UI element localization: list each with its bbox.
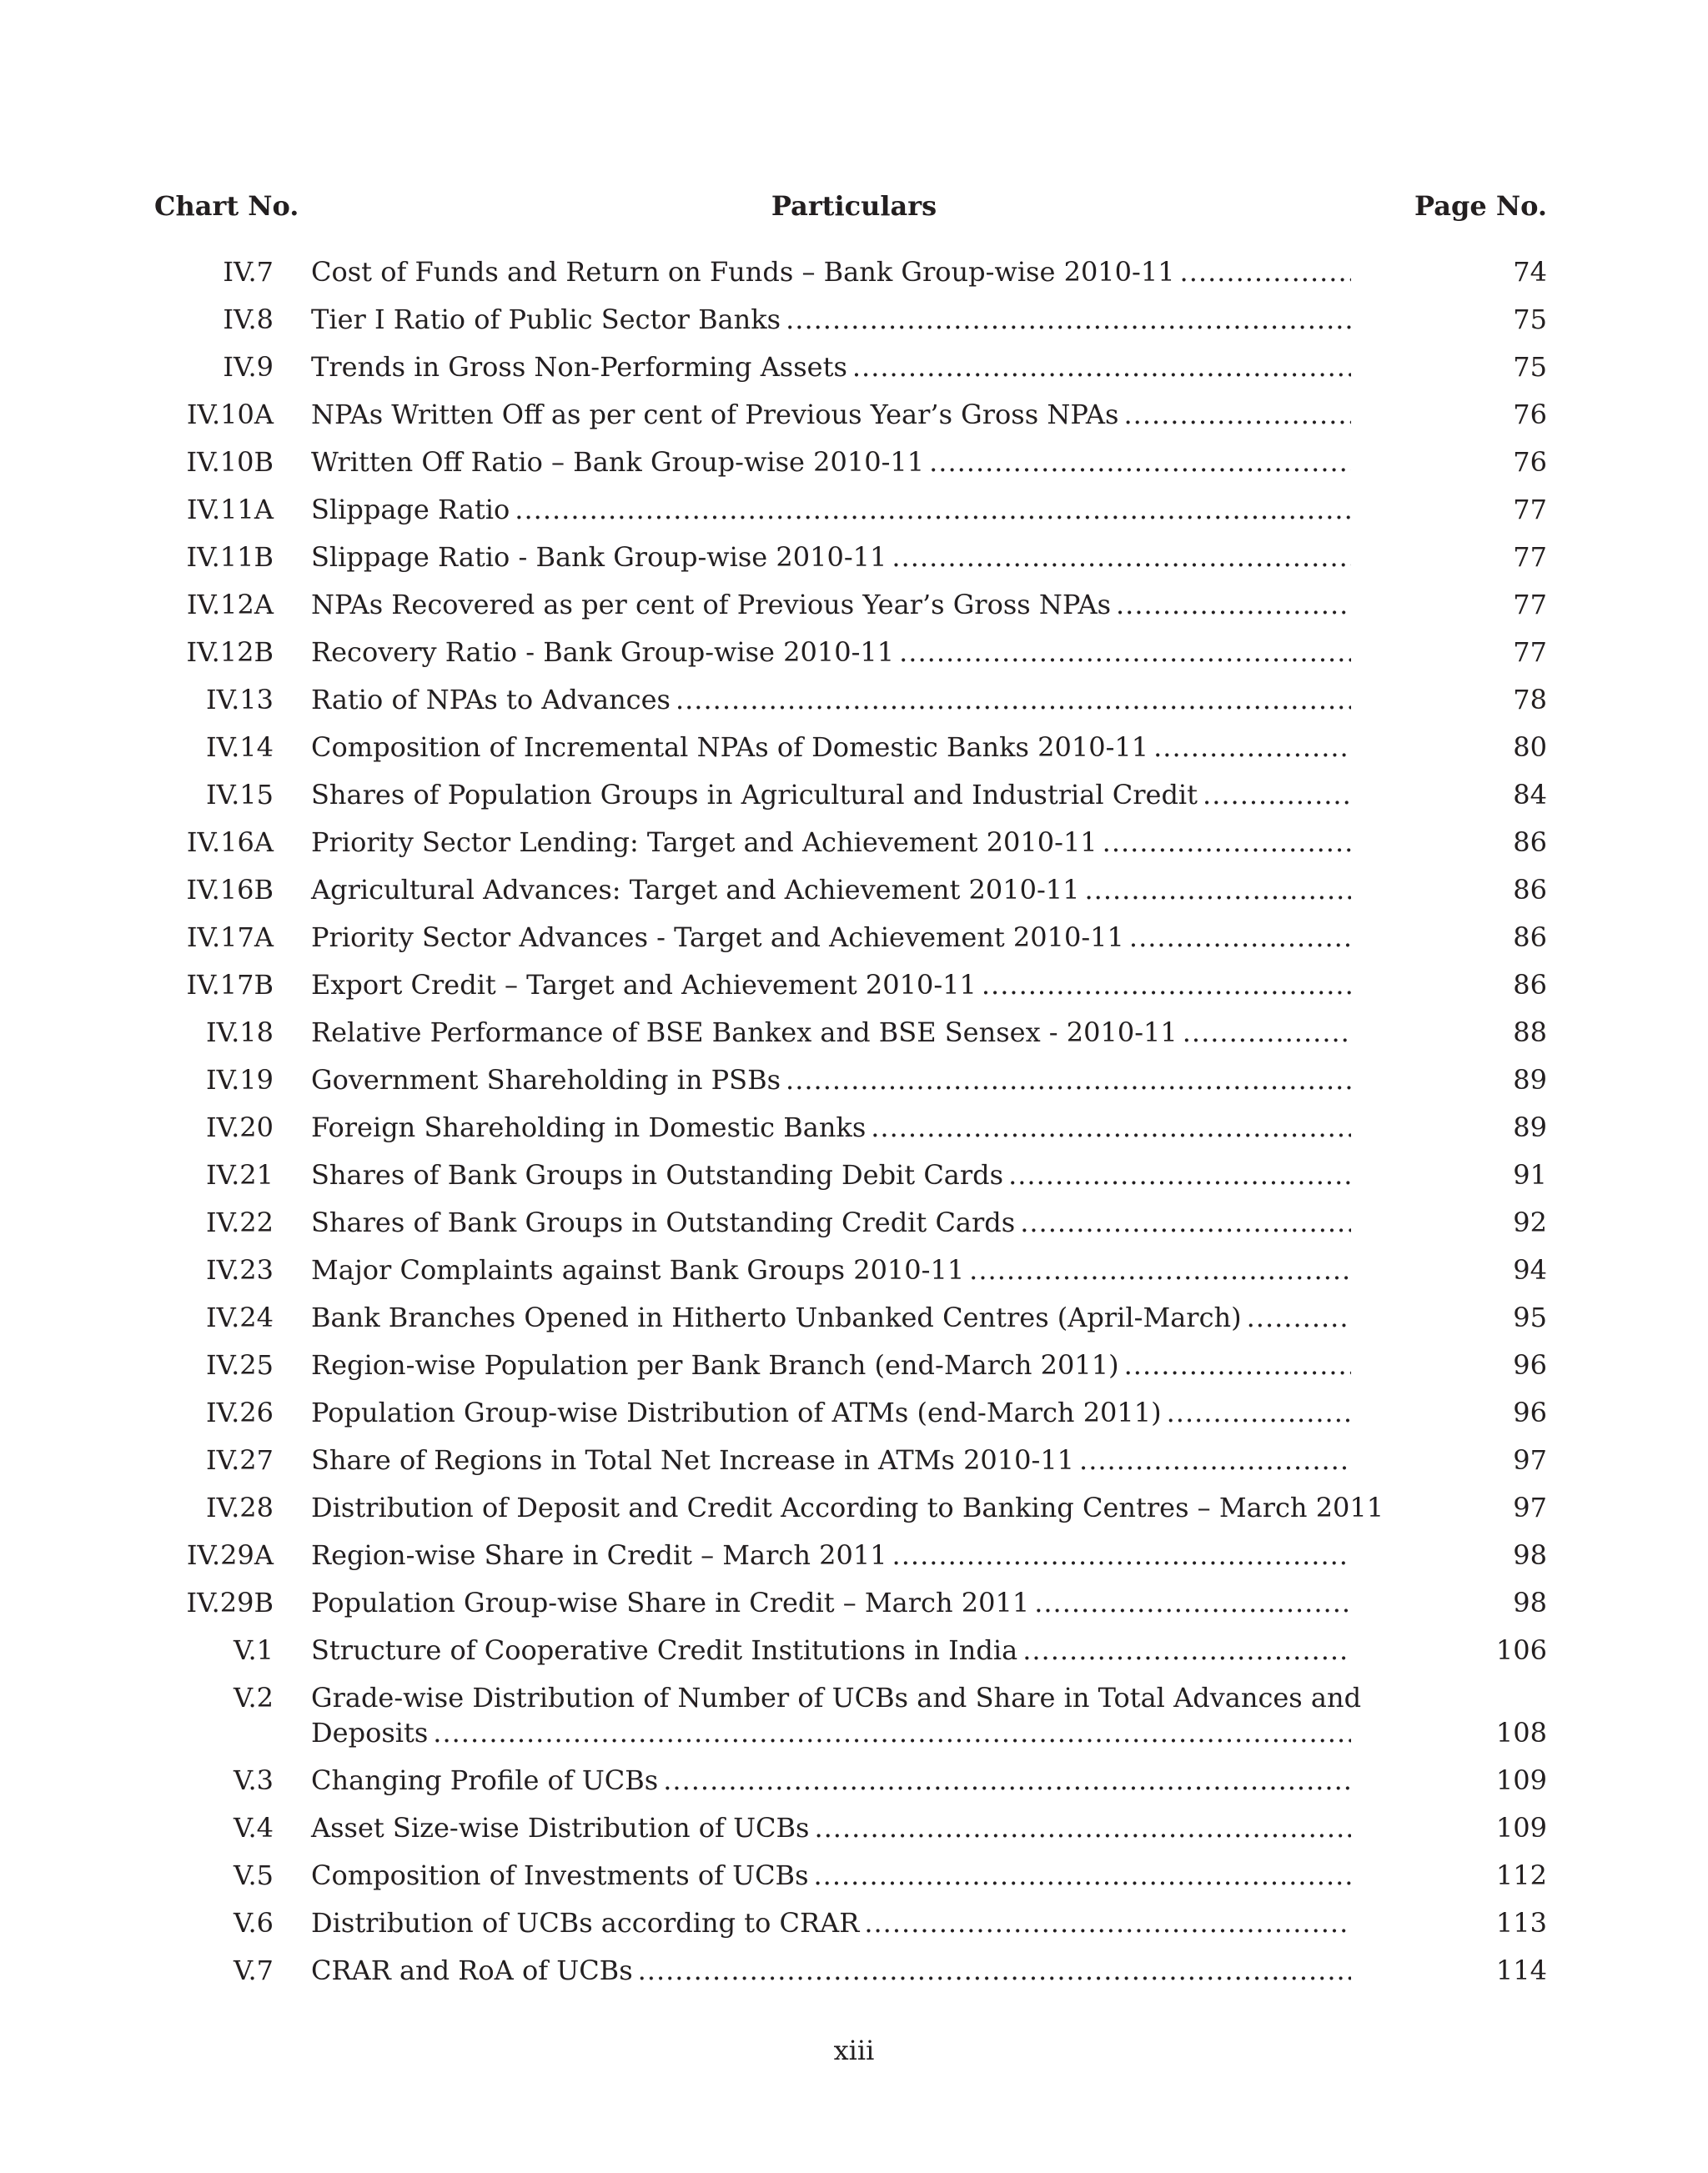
page-ref: 96 bbox=[1513, 1397, 1547, 1428]
toc-row bbox=[0, 397, 1708, 444]
page-ref: 77 bbox=[1513, 589, 1547, 620]
entry-title: Composition of Investments of UCBs bbox=[311, 1859, 809, 1891]
chart-number: V.1 bbox=[233, 1634, 274, 1666]
dot-leader bbox=[866, 1110, 1351, 1145]
page-ref: 86 bbox=[1513, 826, 1547, 858]
entry-title: Cost of Funds and Return on Funds – Bank Group-wise 2010-11 bbox=[311, 256, 1175, 288]
entry-title-block bbox=[311, 825, 1351, 860]
dot-leader bbox=[1178, 1015, 1351, 1050]
entry-title: Relative Performance of BSE Bankex and BSE Sensex - 2010-11 bbox=[311, 1016, 1178, 1048]
toc-row bbox=[0, 825, 1708, 872]
chart-number: IV.17B bbox=[186, 969, 274, 1001]
page-ref: 78 bbox=[1513, 684, 1547, 715]
entry-title: NPAs Recovered as per cent of Previous Year’s Gross NPAs bbox=[311, 589, 1111, 620]
page-ref: 94 bbox=[1513, 1254, 1547, 1286]
entry-title-block bbox=[311, 1205, 1351, 1240]
toc-row bbox=[0, 872, 1708, 920]
entry-title: Population Group-wise Share in Credit – March 2011 bbox=[311, 1587, 1030, 1618]
entry-title: Region-wise Share in Credit – March 2011 bbox=[311, 1539, 887, 1571]
toc-row bbox=[0, 1205, 1708, 1252]
entry-title: Slippage Ratio bbox=[311, 494, 510, 525]
toc-row bbox=[0, 1680, 1708, 1763]
page-ref: 89 bbox=[1513, 1112, 1547, 1143]
toc-row bbox=[0, 587, 1708, 635]
entry-title-block bbox=[311, 349, 1351, 384]
chart-number: IV.20 bbox=[205, 1112, 274, 1143]
toc-row bbox=[0, 1585, 1708, 1633]
entry-title-continuation: Deposits bbox=[311, 1717, 429, 1749]
dot-leader bbox=[1111, 587, 1351, 622]
entry-title-block bbox=[311, 920, 1351, 955]
toc-row bbox=[0, 254, 1708, 302]
page-ref: 75 bbox=[1513, 304, 1547, 335]
chart-number: IV.9 bbox=[223, 351, 274, 383]
entry-title: Distribution of Deposit and Credit According to Banking Centres – March 2011 bbox=[311, 1492, 1384, 1523]
toc-row bbox=[0, 1953, 1708, 2000]
page-ref: 114 bbox=[1495, 1955, 1547, 1986]
toc-row bbox=[0, 1300, 1708, 1347]
dot-leader bbox=[964, 1252, 1351, 1287]
entry-title-block bbox=[311, 302, 1351, 337]
entry-title: Structure of Cooperative Credit Institutions in India bbox=[311, 1634, 1018, 1666]
chart-number: IV.11A bbox=[186, 494, 274, 525]
dot-leader bbox=[671, 682, 1351, 717]
page-ref: 98 bbox=[1513, 1539, 1547, 1571]
chart-number: IV.25 bbox=[205, 1349, 274, 1381]
chart-number: IV.29A bbox=[186, 1539, 274, 1571]
page-ref: 97 bbox=[1513, 1444, 1547, 1476]
page-ref: 77 bbox=[1513, 541, 1547, 573]
dot-leader bbox=[924, 444, 1351, 479]
chart-number: IV.16B bbox=[186, 874, 274, 906]
entry-title-block bbox=[311, 682, 1351, 717]
entry-title: Asset Size-wise Distribution of UCBs bbox=[311, 1812, 810, 1844]
chart-number: IV.23 bbox=[205, 1254, 274, 1286]
dot-leader bbox=[781, 1062, 1351, 1097]
page-no-header: Page No. bbox=[1414, 190, 1547, 222]
toc-row bbox=[0, 967, 1708, 1015]
dot-leader bbox=[1175, 254, 1351, 289]
entry-title-block bbox=[311, 492, 1351, 527]
dot-leader bbox=[809, 1810, 1351, 1845]
dot-leader bbox=[510, 492, 1351, 527]
entry-title-block bbox=[311, 730, 1351, 765]
dot-leader bbox=[1074, 1443, 1351, 1478]
entry-title-block bbox=[311, 967, 1351, 1002]
entry-title: Written Off Ratio – Bank Group-wise 2010-11 bbox=[311, 446, 925, 478]
chart-number: V.3 bbox=[233, 1764, 274, 1796]
entry-title-block bbox=[311, 1763, 1351, 1798]
dot-leader bbox=[1003, 1157, 1351, 1192]
entry-title: Slippage Ratio - Bank Group-wise 2010-11 bbox=[311, 541, 887, 573]
entry-title-block bbox=[311, 1585, 1351, 1620]
entry-title: Agricultural Advances: Target and Achievement 2010-11 bbox=[311, 874, 1080, 906]
entry-title: Composition of Incremental NPAs of Domestic Banks 2010-11 bbox=[311, 731, 1149, 763]
entry-title: Region-wise Population per Bank Branch (end-March 2011) bbox=[311, 1349, 1119, 1381]
chart-number: IV.29B bbox=[186, 1587, 274, 1618]
toc-row bbox=[0, 730, 1708, 777]
entry-title-block bbox=[311, 1680, 1362, 1750]
toc-row bbox=[0, 302, 1708, 349]
entry-title-block bbox=[311, 1905, 1351, 1940]
toc-row bbox=[0, 777, 1708, 825]
dot-leader bbox=[633, 1953, 1351, 1988]
dot-leader bbox=[808, 1858, 1351, 1893]
entry-title: Bank Branches Opened in Hitherto Unbanked Centres (April-March) bbox=[311, 1302, 1242, 1333]
entry-title-block bbox=[311, 1858, 1351, 1893]
chart-number: IV.10B bbox=[186, 446, 274, 478]
entry-title: Tier I Ratio of Public Sector Banks bbox=[311, 304, 781, 335]
dot-leader bbox=[1384, 1490, 1389, 1525]
toc-row bbox=[0, 1763, 1708, 1810]
chart-number: IV.26 bbox=[205, 1397, 274, 1428]
dot-leader bbox=[887, 1538, 1351, 1573]
page-ref: 80 bbox=[1513, 731, 1547, 763]
page-ref: 76 bbox=[1513, 399, 1547, 430]
page-ref: 77 bbox=[1513, 494, 1547, 525]
chart-no-header: Chart No. bbox=[154, 190, 299, 222]
page-number: xiii bbox=[833, 2035, 875, 2066]
dot-leader bbox=[847, 349, 1351, 384]
page-ref: 109 bbox=[1495, 1764, 1547, 1796]
dot-leader bbox=[887, 539, 1351, 575]
toc-row bbox=[0, 682, 1708, 730]
chart-number: V.4 bbox=[233, 1812, 274, 1844]
toc-row bbox=[0, 1157, 1708, 1205]
page-ref: 86 bbox=[1513, 921, 1547, 953]
page-ref: 76 bbox=[1513, 446, 1547, 478]
entry-title: NPAs Written Off as per cent of Previous Year’s Gross NPAs bbox=[311, 399, 1119, 430]
entry-title: CRAR and RoA of UCBs bbox=[311, 1955, 633, 1986]
dot-leader bbox=[1079, 872, 1351, 907]
entry-title-block bbox=[311, 1490, 1384, 1525]
entry-title: Changing Profile of UCBs bbox=[311, 1764, 659, 1796]
page-ref: 88 bbox=[1513, 1016, 1547, 1048]
entry-title: Priority Sector Advances - Target and Achievement 2010-11 bbox=[311, 921, 1124, 953]
entry-title-block bbox=[311, 1538, 1351, 1573]
chart-number: IV.28 bbox=[205, 1492, 274, 1523]
entry-title: Export Credit – Target and Achievement 2010-11 bbox=[311, 969, 977, 1001]
page-ref: 113 bbox=[1495, 1907, 1547, 1939]
table-header bbox=[0, 190, 1708, 232]
chart-number: IV.13 bbox=[205, 684, 274, 715]
entry-title: Ratio of NPAs to Advances bbox=[311, 684, 671, 715]
chart-number: V.7 bbox=[233, 1955, 274, 1986]
entry-title-block bbox=[311, 1110, 1351, 1145]
entry-title-block bbox=[311, 1157, 1351, 1192]
toc-row bbox=[0, 1538, 1708, 1585]
entry-title: Major Complaints against Bank Groups 2010-11 bbox=[311, 1254, 965, 1286]
chart-number: IV.21 bbox=[205, 1159, 274, 1191]
chart-number: IV.18 bbox=[205, 1016, 274, 1048]
toc-row bbox=[0, 1810, 1708, 1858]
chart-number: V.5 bbox=[233, 1859, 274, 1891]
page-ref: 98 bbox=[1513, 1587, 1547, 1618]
entry-title-block bbox=[311, 1443, 1351, 1478]
dot-leader bbox=[1098, 825, 1351, 860]
chart-number: IV.24 bbox=[205, 1302, 274, 1333]
toc-row bbox=[0, 920, 1708, 967]
toc-row bbox=[0, 1062, 1708, 1110]
page-ref: 109 bbox=[1495, 1812, 1547, 1844]
dot-leader bbox=[1148, 730, 1351, 765]
entry-title-block bbox=[311, 254, 1351, 289]
entry-title: Government Shareholding in PSBs bbox=[311, 1064, 781, 1096]
entry-title-block bbox=[311, 1252, 1351, 1287]
toc-row bbox=[0, 1490, 1708, 1538]
dot-leader bbox=[1118, 397, 1351, 432]
dot-leader bbox=[859, 1905, 1351, 1940]
page-ref: 92 bbox=[1513, 1207, 1547, 1238]
entry-title-block bbox=[311, 635, 1351, 670]
page-ref: 112 bbox=[1495, 1859, 1547, 1891]
dot-leader bbox=[1017, 1633, 1351, 1668]
chart-number: IV.17A bbox=[186, 921, 274, 953]
entry-title-block bbox=[311, 777, 1351, 812]
particulars-header: Particulars bbox=[771, 190, 937, 222]
entry-title-block bbox=[311, 1953, 1351, 1988]
entry-title: Share of Regions in Total Net Increase in ATMs 2010-11 bbox=[311, 1444, 1075, 1476]
entry-title: Shares of Bank Groups in Outstanding Debit Cards bbox=[311, 1159, 1004, 1191]
toc-row bbox=[0, 635, 1708, 682]
entry-title-block bbox=[311, 1810, 1351, 1845]
toc-row bbox=[0, 1252, 1708, 1300]
toc-list bbox=[0, 254, 1708, 2000]
page-ref: 86 bbox=[1513, 874, 1547, 906]
page-ref: 97 bbox=[1513, 1492, 1547, 1523]
page-ref: 91 bbox=[1513, 1159, 1547, 1191]
dot-leader bbox=[1242, 1300, 1351, 1335]
chart-number: V.6 bbox=[233, 1907, 274, 1939]
dot-leader bbox=[1119, 1347, 1351, 1383]
page-ref: 86 bbox=[1513, 969, 1547, 1001]
chart-number: IV.12A bbox=[186, 589, 274, 620]
page-ref: 77 bbox=[1513, 636, 1547, 668]
chart-number: IV.12B bbox=[186, 636, 274, 668]
chart-number: V.2 bbox=[233, 1682, 274, 1714]
toc-row bbox=[0, 1443, 1708, 1490]
chart-number: IV.16A bbox=[186, 826, 274, 858]
entry-title-block bbox=[311, 1300, 1351, 1335]
page-ref: 106 bbox=[1495, 1634, 1547, 1666]
toc-row bbox=[0, 1395, 1708, 1443]
chart-number: IV.8 bbox=[223, 304, 274, 335]
dot-leader bbox=[1015, 1205, 1351, 1240]
entry-title-block bbox=[311, 1347, 1351, 1383]
entry-title: Population Group-wise Distribution of ATMs (end-March 2011) bbox=[311, 1397, 1162, 1428]
dot-leader bbox=[658, 1763, 1351, 1798]
page-ref: 96 bbox=[1513, 1349, 1547, 1381]
chart-number: IV.7 bbox=[223, 256, 274, 288]
dot-leader bbox=[1162, 1395, 1351, 1430]
page-ref: 108 bbox=[1495, 1717, 1547, 1749]
chart-number: IV.15 bbox=[205, 779, 274, 810]
entry-title: Shares of Population Groups in Agricultural and Industrial Credit bbox=[311, 779, 1198, 810]
chart-number: IV.19 bbox=[205, 1064, 274, 1096]
dot-leader bbox=[428, 1715, 1351, 1750]
entry-title-block bbox=[311, 872, 1351, 907]
entry-title: Shares of Bank Groups in Outstanding Credit Cards bbox=[311, 1207, 1016, 1238]
chart-number: IV.14 bbox=[205, 731, 274, 763]
toc-row bbox=[0, 1110, 1708, 1157]
dot-leader bbox=[1029, 1585, 1351, 1620]
toc-row bbox=[0, 349, 1708, 397]
dot-leader bbox=[1198, 777, 1351, 812]
chart-number: IV.22 bbox=[205, 1207, 274, 1238]
entry-title-block bbox=[311, 1633, 1351, 1668]
toc-row bbox=[0, 1905, 1708, 1953]
entry-title-block bbox=[311, 1062, 1351, 1097]
chart-number: IV.11B bbox=[186, 541, 274, 573]
page-ref: 95 bbox=[1513, 1302, 1547, 1333]
page-ref: 75 bbox=[1513, 351, 1547, 383]
toc-row bbox=[0, 1633, 1708, 1680]
entry-title: Recovery Ratio - Bank Group-wise 2010-11 bbox=[311, 636, 895, 668]
entry-title: Grade-wise Distribution of Number of UCBs and Share in Total Advances and bbox=[311, 1682, 1362, 1714]
entry-title: Distribution of UCBs according to CRAR bbox=[311, 1907, 860, 1939]
toc-row bbox=[0, 1858, 1708, 1905]
entry-title-block bbox=[311, 587, 1351, 622]
dot-leader bbox=[977, 967, 1351, 1002]
toc-row bbox=[0, 444, 1708, 492]
page-ref: 89 bbox=[1513, 1064, 1547, 1096]
entry-title: Trends in Gross Non-Performing Assets bbox=[311, 351, 847, 383]
toc-row bbox=[0, 492, 1708, 539]
dot-leader bbox=[1124, 920, 1351, 955]
page-ref: 84 bbox=[1513, 779, 1547, 810]
entry-title: Priority Sector Lending: Target and Achievement 2010-11 bbox=[311, 826, 1098, 858]
entry-title-block bbox=[311, 444, 1351, 479]
toc-row bbox=[0, 1015, 1708, 1062]
entry-title-block bbox=[311, 1015, 1351, 1050]
chart-number: IV.27 bbox=[205, 1444, 274, 1476]
entry-title-block bbox=[311, 539, 1351, 575]
toc-row bbox=[0, 1347, 1708, 1395]
chart-number: IV.10A bbox=[186, 399, 274, 430]
entry-title: Foreign Shareholding in Domestic Banks bbox=[311, 1112, 867, 1143]
dot-leader bbox=[894, 635, 1351, 670]
entry-title-block bbox=[311, 1395, 1351, 1430]
page-ref: 74 bbox=[1513, 256, 1547, 288]
entry-title-block bbox=[311, 397, 1351, 432]
dot-leader bbox=[781, 302, 1351, 337]
toc-row bbox=[0, 539, 1708, 587]
